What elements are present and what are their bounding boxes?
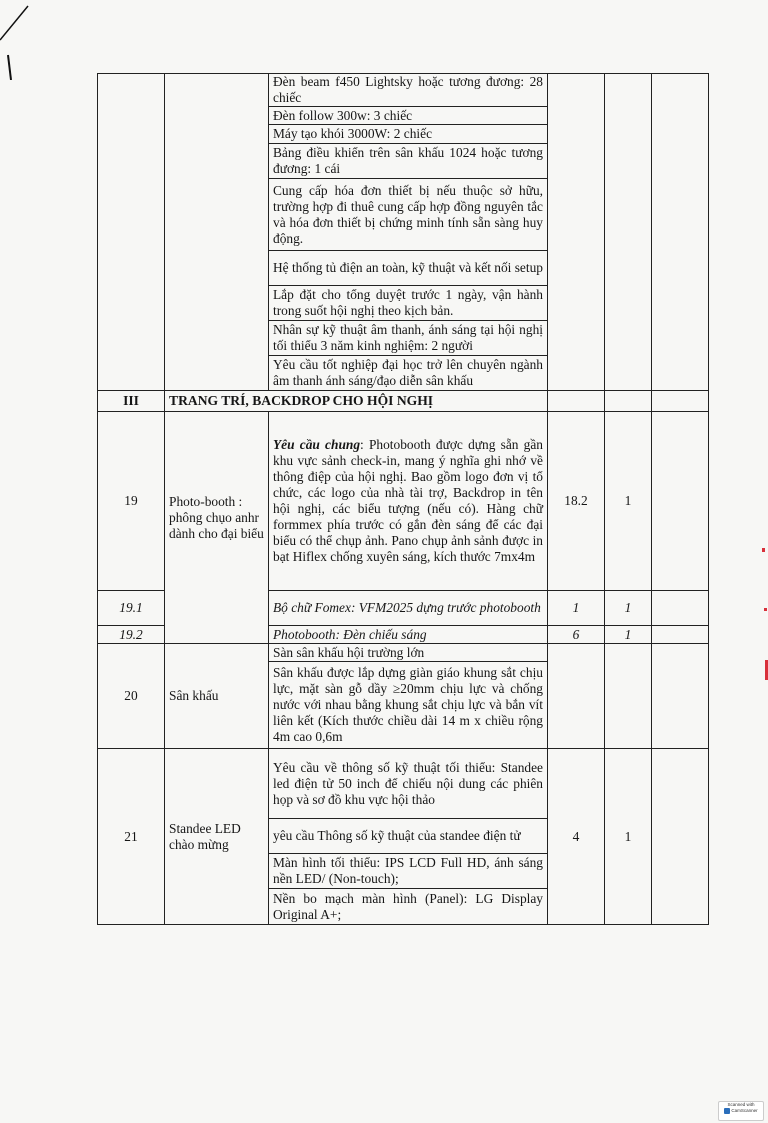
spec-cell: Đèn follow 300w: 3 chiếc [269, 107, 548, 125]
unit-cell: 1 [605, 591, 652, 626]
spec-cell: Lắp đặt cho tổng duyệt trước 1 ngày, vận hành trong suốt hội nghị theo kịch bản. [269, 286, 548, 321]
spec-cell: Máy tạo khói 3000W: 2 chiếc [269, 125, 548, 144]
item-name-text: Photo-booth : phông chụo anhr dành cho đại biểu [169, 494, 264, 541]
spec-cell: Đèn beam f450 Lightsky hoặc tương đương: 28 chiếc [269, 74, 548, 107]
unit-cell: 1 [605, 749, 652, 925]
unit-cell [605, 644, 652, 749]
section-number: III [98, 391, 165, 412]
spec-text: : Photobooth được dựng sẵn gần khu vực sảnh check-in, mang ý nghĩa ghi nhớ về thông điệp của hội nghị. Bao gồm logo đơn vị tổ chức, các logo của nhà tài trợ, Backdrop in tên hội nghị, các biểu tượng (nếu có). Hàng chữ formmex phía trước có gắn đèn sáng để các đại biểu có thể chụp ảnh. Pano chụp ảnh sảnh được in bạt Hiflex chống xuyên sáng, kích thước 7mx4m [273, 437, 543, 564]
camscanner-logo-icon [724, 1108, 730, 1114]
table-row [98, 749, 709, 819]
spec-cell: Photobooth: Đèn chiếu sáng [269, 626, 548, 644]
camscanner-badge [718, 1101, 764, 1121]
spec-cell: Yêu cầu về thông số kỹ thuật tối thiểu: Standee led điện tử 50 inch để chiếu nội dung các phiên họp và sơ đồ khu vực hội thảo [269, 749, 548, 819]
spec-cell: Hệ thống tủ điện an toàn, kỹ thuật và kết nối setup [269, 251, 548, 286]
table-row [98, 644, 709, 662]
scan-edge-mark [0, 0, 40, 80]
name-cell [165, 74, 269, 391]
section-row [98, 391, 709, 412]
unit-cell: 1 [605, 412, 652, 591]
item-number: 19.2 [98, 626, 165, 644]
spec-cell: Bộ chữ Fomex: VFM2025 dựng trước photobooth [269, 591, 548, 626]
specification-table [97, 73, 709, 925]
item-number: 19.1 [98, 591, 165, 626]
item-name: Sân khấu [165, 644, 269, 749]
note-cell [652, 412, 709, 591]
stt-cell [98, 74, 165, 391]
qty-cell: 1 [548, 591, 605, 626]
qty-cell: 4 [548, 749, 605, 925]
unit-cell: 1 [605, 626, 652, 644]
badge-line2: CamScanner [731, 1108, 758, 1114]
spec-label: Yêu cầu chung [273, 437, 361, 452]
qty-cell: 6 [548, 626, 605, 644]
table-row [98, 74, 709, 107]
note-cell [652, 74, 709, 391]
spec-cell: Sân khấu được lắp dựng giàn giáo khung sắt chịu lực, mặt sàn gỗ dầy ≥20mm chịu lực và chống nước với nhau bằng khung sắt chịu lực và bắn vít liên kết (Kích thước chiều dài 14 m x chiều rộng 4m cao 0,6m [269, 662, 548, 749]
qty-cell: 18.2 [548, 412, 605, 591]
unit-cell [605, 74, 652, 391]
item-number: 21 [98, 749, 165, 925]
note-cell [652, 644, 709, 749]
spec-cell: Bảng điều khiển trên sân khấu 1024 hoặc tương đương: 1 cái [269, 144, 548, 179]
spec-cell [269, 412, 548, 591]
spec-cell: yêu cầu Thông số kỹ thuật của standee điện tử [269, 819, 548, 854]
note-cell [652, 591, 709, 626]
item-name [165, 412, 269, 644]
table-row [98, 412, 709, 591]
qty-cell [548, 74, 605, 391]
spec-cell: Sàn sân khấu hội trường lớn [269, 644, 548, 662]
qty-cell [548, 644, 605, 749]
spec-cell: Nền bo mạch màn hình (Panel): LG Display Original A+; [269, 889, 548, 925]
spec-cell: Yêu cầu tốt nghiệp đại học trở lên chuyên ngành âm thanh ánh sáng/đạo diễn sân khấu [269, 356, 548, 391]
spec-cell: Nhân sự kỹ thuật âm thanh, ánh sáng tại hội nghị tối thiểu 3 năm kinh nghiệm: 2 người [269, 321, 548, 356]
item-number: 19 [98, 412, 165, 591]
section-title: TRANG TRÍ, BACKDROP CHO HỘI NGHỊ [165, 391, 548, 412]
spec-cell: Màn hình tối thiểu: IPS LCD Full HD, ánh sáng nền LED/ (Non-touch); [269, 854, 548, 889]
item-name: Standee LED chào mừng [165, 749, 269, 925]
note-cell [652, 749, 709, 925]
badge-line1: Scanned with [727, 1102, 755, 1107]
item-number: 20 [98, 644, 165, 749]
note-cell [652, 626, 709, 644]
spec-cell: Cung cấp hóa đơn thiết bị nếu thuộc sở hữu, trường hợp đi thuê cung cấp hợp đồng nguyên tắc và hóa đơn thiết bị chứng minh tính sẵn sàng huy động. [269, 179, 548, 251]
